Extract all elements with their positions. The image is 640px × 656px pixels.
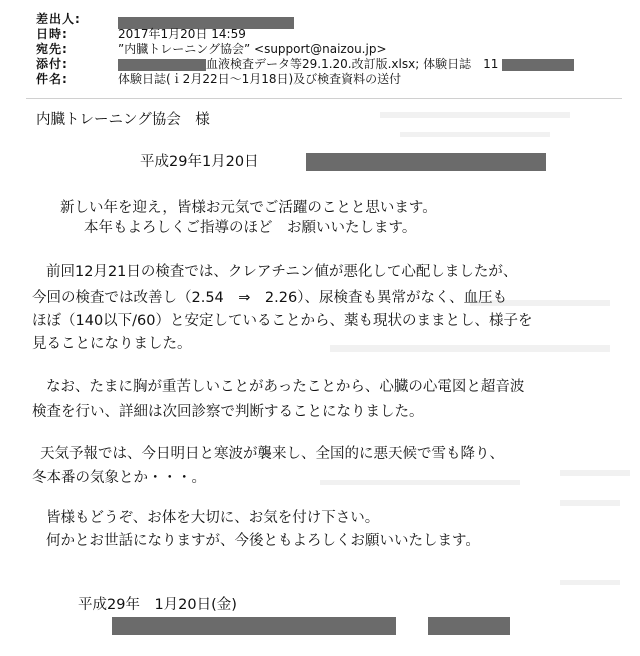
paragraph-line: なお、たまに胸が重苦しいことがあったことから、心臓の心電図と超音波: [46, 379, 525, 395]
attach-value: [118, 57, 574, 72]
header-from-row: [36, 12, 636, 27]
greeting-line-2: 本年もよろしくご指導のほど お願いいたします。: [84, 220, 417, 236]
paragraph-line: 前回12月21日の検査では、クレアチニン値が悪化して心配しましたが、: [46, 264, 518, 280]
to-value: ”内臓トレーニング協会” <support@naizou.jp>: [118, 42, 387, 56]
paragraph-line: 今回の検査では改善し（2.54 ⇒ 2.26）、尿検査も異常がなく、血圧も: [32, 290, 508, 306]
show-through-mark: [560, 470, 630, 476]
header-date-row: [36, 27, 636, 42]
paragraph-line: 皆様もどうぞ、お体を大切に、お気を付け下さい。: [46, 510, 380, 526]
show-through-mark: [330, 345, 610, 352]
email-header: [36, 12, 636, 87]
show-through-mark: [560, 500, 620, 506]
header-to-row: [36, 42, 636, 57]
addressee: 内臓トレーニング協会 様: [36, 112, 210, 128]
paragraph-line: 冬本番の気象とか・・・。: [32, 470, 206, 486]
show-through-mark: [560, 580, 620, 585]
header-subject-row: [36, 72, 636, 87]
subject-label: 件名:: [36, 72, 68, 86]
redaction-block: [118, 59, 206, 71]
attachment-xlsx[interactable]: 血液検査データ等29.1.20.改訂版.xlsx;: [206, 57, 420, 71]
paragraph-line: 見ることになりました。: [32, 336, 192, 352]
closing-date: 平成29年 1月20日(金): [78, 597, 237, 613]
attach-label: 添付:: [36, 57, 68, 71]
from-label: 差出人:: [36, 12, 81, 26]
header-divider: [26, 98, 622, 99]
redaction-block: [428, 617, 510, 635]
subject-value: 体験日誌(ｉ2月22日～1月18日)及び検査資料の送付: [118, 72, 402, 86]
show-through-mark: [400, 132, 550, 137]
redaction-block: [306, 153, 546, 171]
greeting-line-1: 新しい年を迎え，皆様お元気でご活躍のことと思います。: [60, 200, 437, 216]
date-value: 2017年1月20日 14:59: [118, 27, 246, 41]
header-attach-row: [36, 57, 636, 72]
redaction-block: [502, 59, 574, 71]
to-label: 宛先:: [36, 42, 68, 56]
show-through-mark: [320, 480, 520, 485]
show-through-mark: [380, 112, 570, 118]
redaction-block: [112, 617, 396, 635]
paragraph-line: 何かとお世話になりますが、今後ともよろしくお願いいたします。: [46, 533, 480, 549]
paragraph-line: ほぼ（140以下/60）と安定していることから、薬も現状のままとし、様子を: [32, 313, 533, 329]
attachment-diary[interactable]: 体験日誌 11: [423, 57, 499, 71]
letter-date: 平成29年1月20日: [140, 154, 259, 170]
date-label: 日時:: [36, 27, 68, 41]
paragraph-line: 天気予報では、今日明日と寒波が襲来し、全国的に悪天候で雪も降り、: [40, 446, 504, 462]
paragraph-line: 検査を行い、詳細は次回診察で判断することになりました。: [32, 404, 424, 420]
